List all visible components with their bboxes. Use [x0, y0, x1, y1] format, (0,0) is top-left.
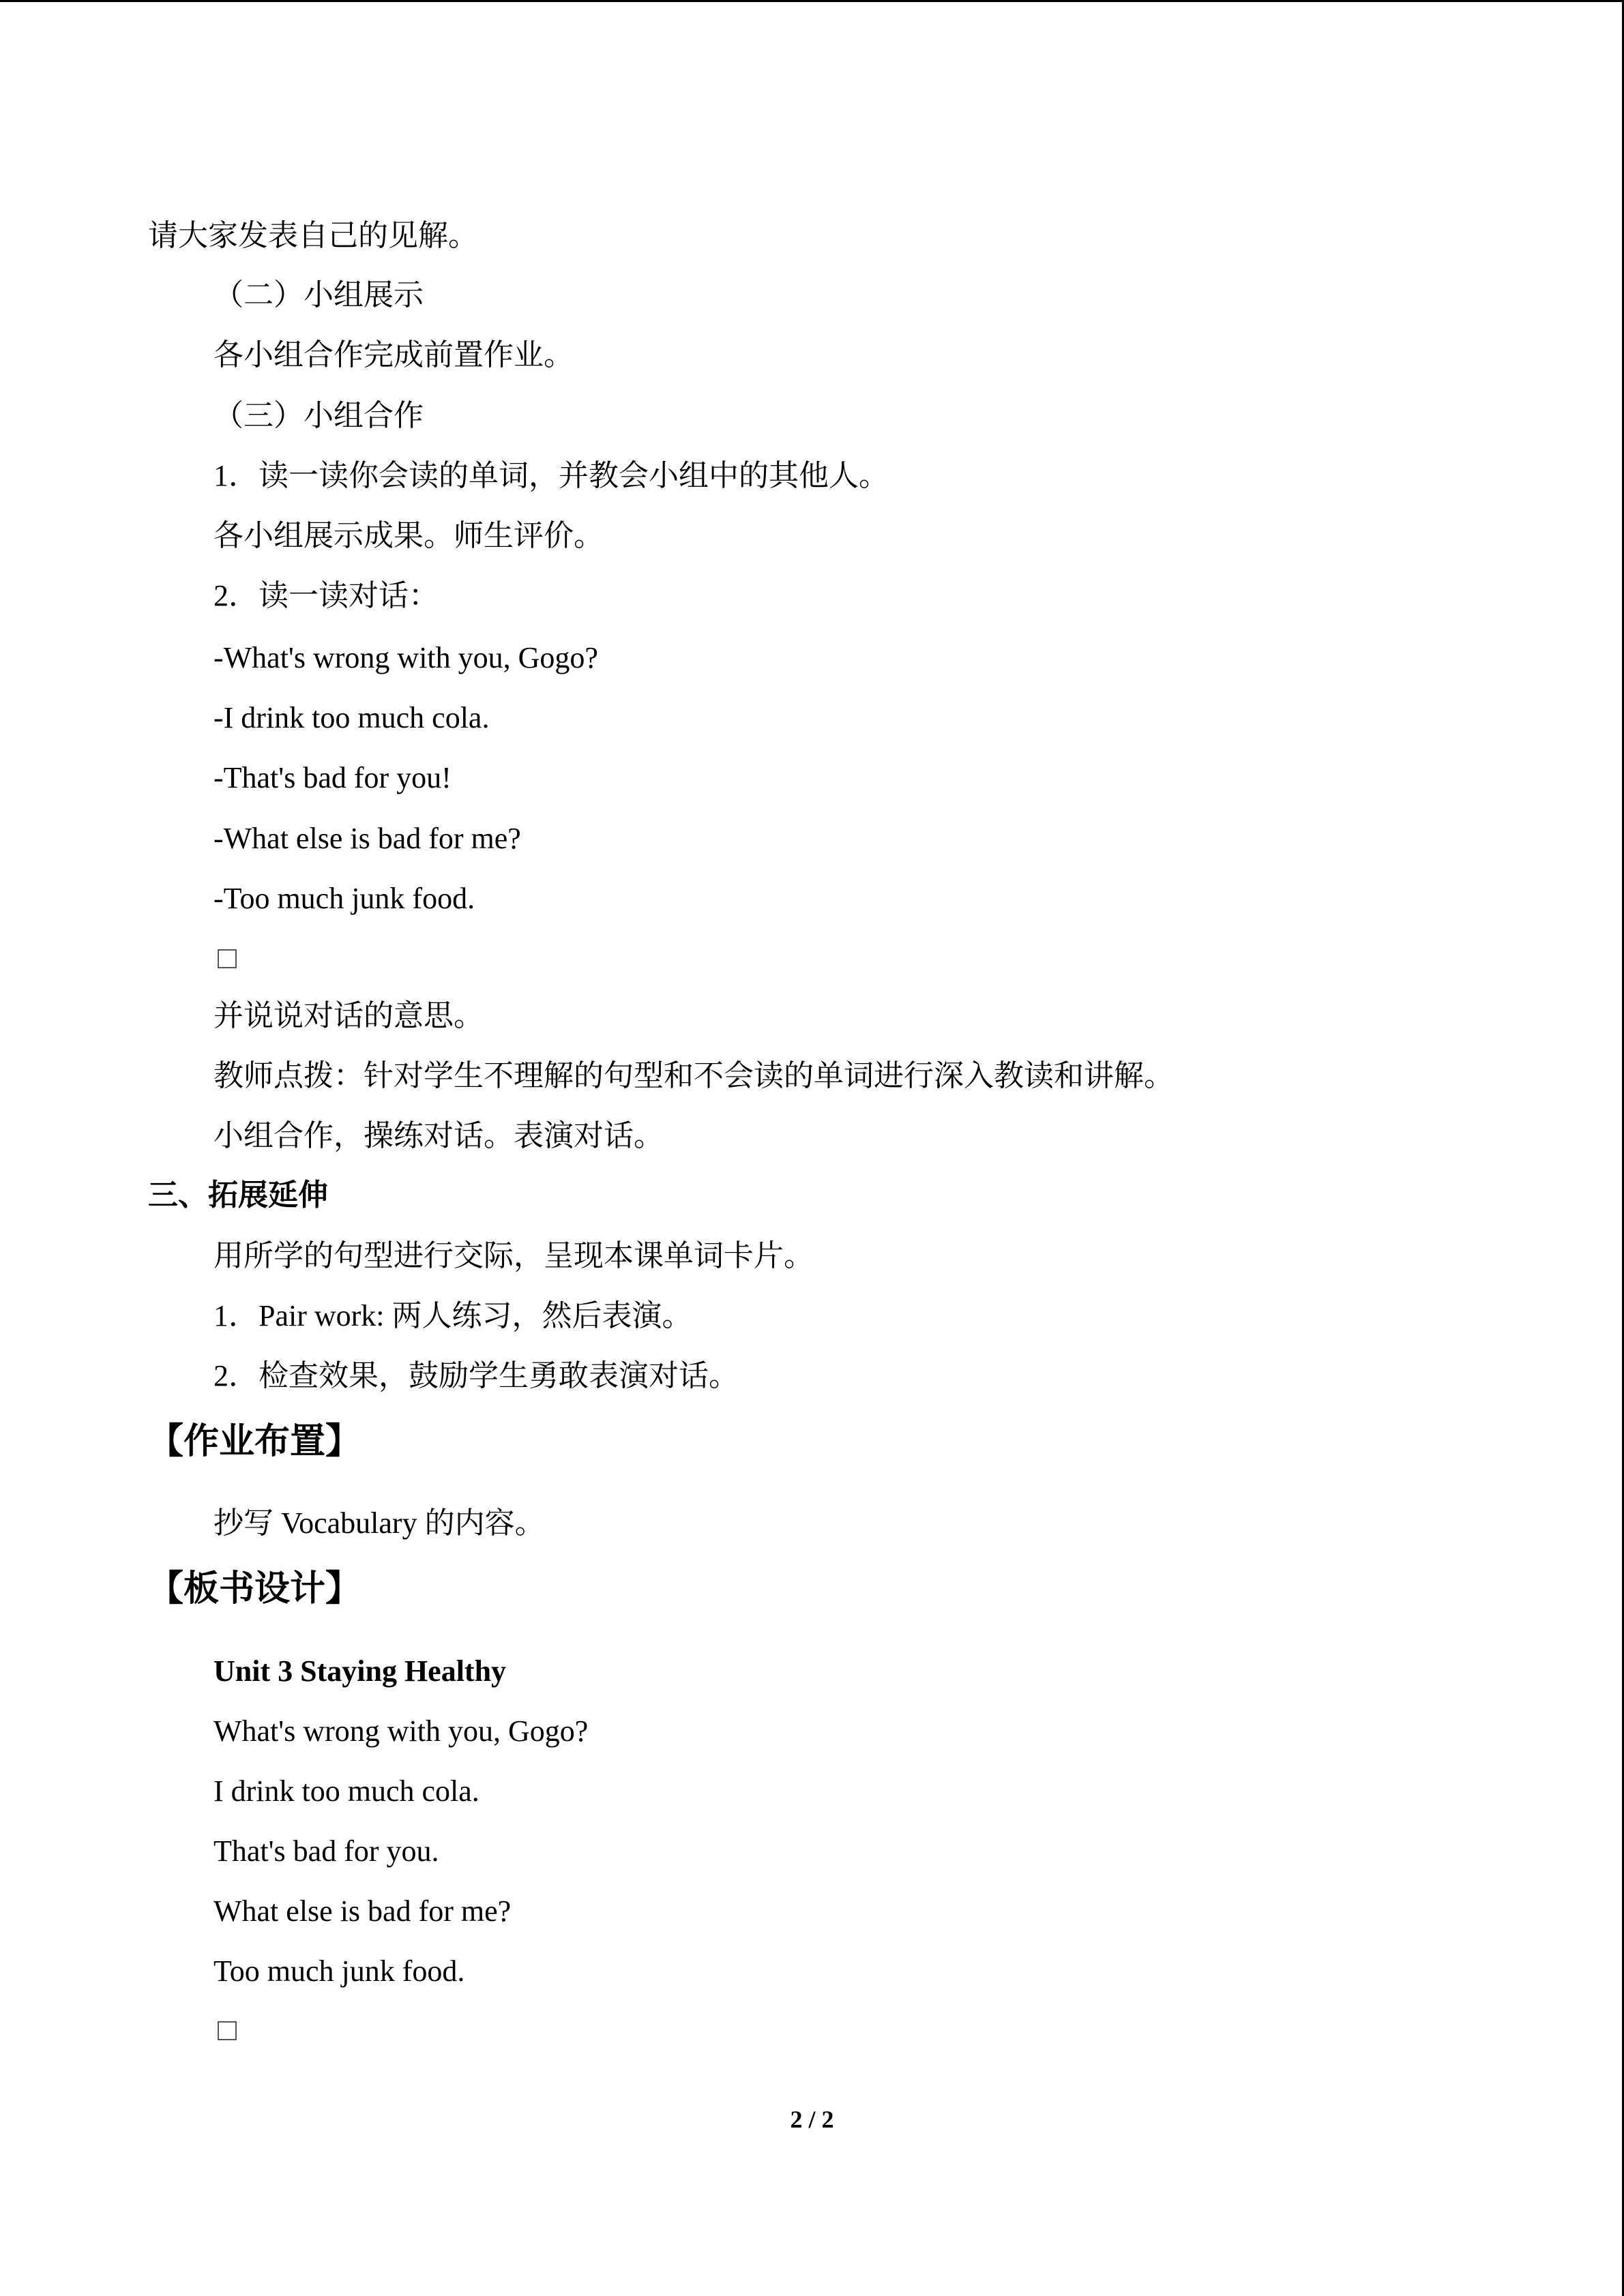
page-number: 2 / 2 — [790, 2106, 834, 2133]
extension-heading: 三、拓展延伸 — [148, 1178, 328, 1212]
board-heading: 【板书设计】 — [148, 1568, 361, 1609]
dialogue-line: -I drink too much cola. — [213, 701, 490, 734]
body-line: 请大家发表自己的见解。 — [148, 219, 478, 252]
subsection-heading: （二）小组展示 — [213, 278, 424, 312]
subsection-heading: （三）小组合作 — [213, 399, 424, 432]
board-line: What's wrong with you, Gogo? — [213, 1714, 589, 1748]
placeholder-box-icon — [218, 949, 237, 968]
body-line: 各小组合作完成前置作业。 — [213, 338, 574, 372]
numbered-step: 2．读一读对话： — [213, 579, 439, 612]
board-line: Too much junk food. — [213, 1954, 465, 1988]
body-line: 小组合作，操练对话。表演对话。 — [213, 1119, 664, 1152]
dialogue-line: -Too much junk food. — [213, 882, 475, 915]
page-top-border — [0, 0, 1624, 2]
dialogue-line: -What's wrong with you, Gogo? — [213, 641, 598, 674]
numbered-step: 2．检查效果，鼓励学生勇敢表演对话。 — [213, 1359, 739, 1392]
board-title: Unit 3 Staying Healthy — [213, 1654, 507, 1688]
homework-heading: 【作业布置】 — [148, 1421, 361, 1462]
body-line: 并说说对话的意思。 — [213, 999, 484, 1032]
dialogue-line: -That's bad for you! — [213, 761, 452, 794]
placeholder-box-icon — [218, 2021, 237, 2040]
numbered-step: 1．读一读你会读的单词，并教会小组中的其他人。 — [213, 459, 889, 492]
board-line: What else is bad for me? — [213, 1894, 512, 1928]
body-line: 抄写 Vocabulary 的内容。 — [213, 1506, 545, 1540]
body-line: 教师点拨：针对学生不理解的句型和不会读的单词进行深入教读和讲解。 — [213, 1059, 1174, 1092]
board-line: That's bad for you. — [213, 1834, 439, 1868]
numbered-step: 1．Pair work: 两人练习，然后表演。 — [213, 1299, 692, 1332]
body-line: 各小组展示成果。师生评价。 — [213, 519, 604, 552]
body-line: 用所学的句型进行交际，呈现本课单词卡片。 — [213, 1239, 814, 1272]
dialogue-line: -What else is bad for me? — [213, 822, 521, 855]
board-line: I drink too much cola. — [213, 1774, 479, 1808]
